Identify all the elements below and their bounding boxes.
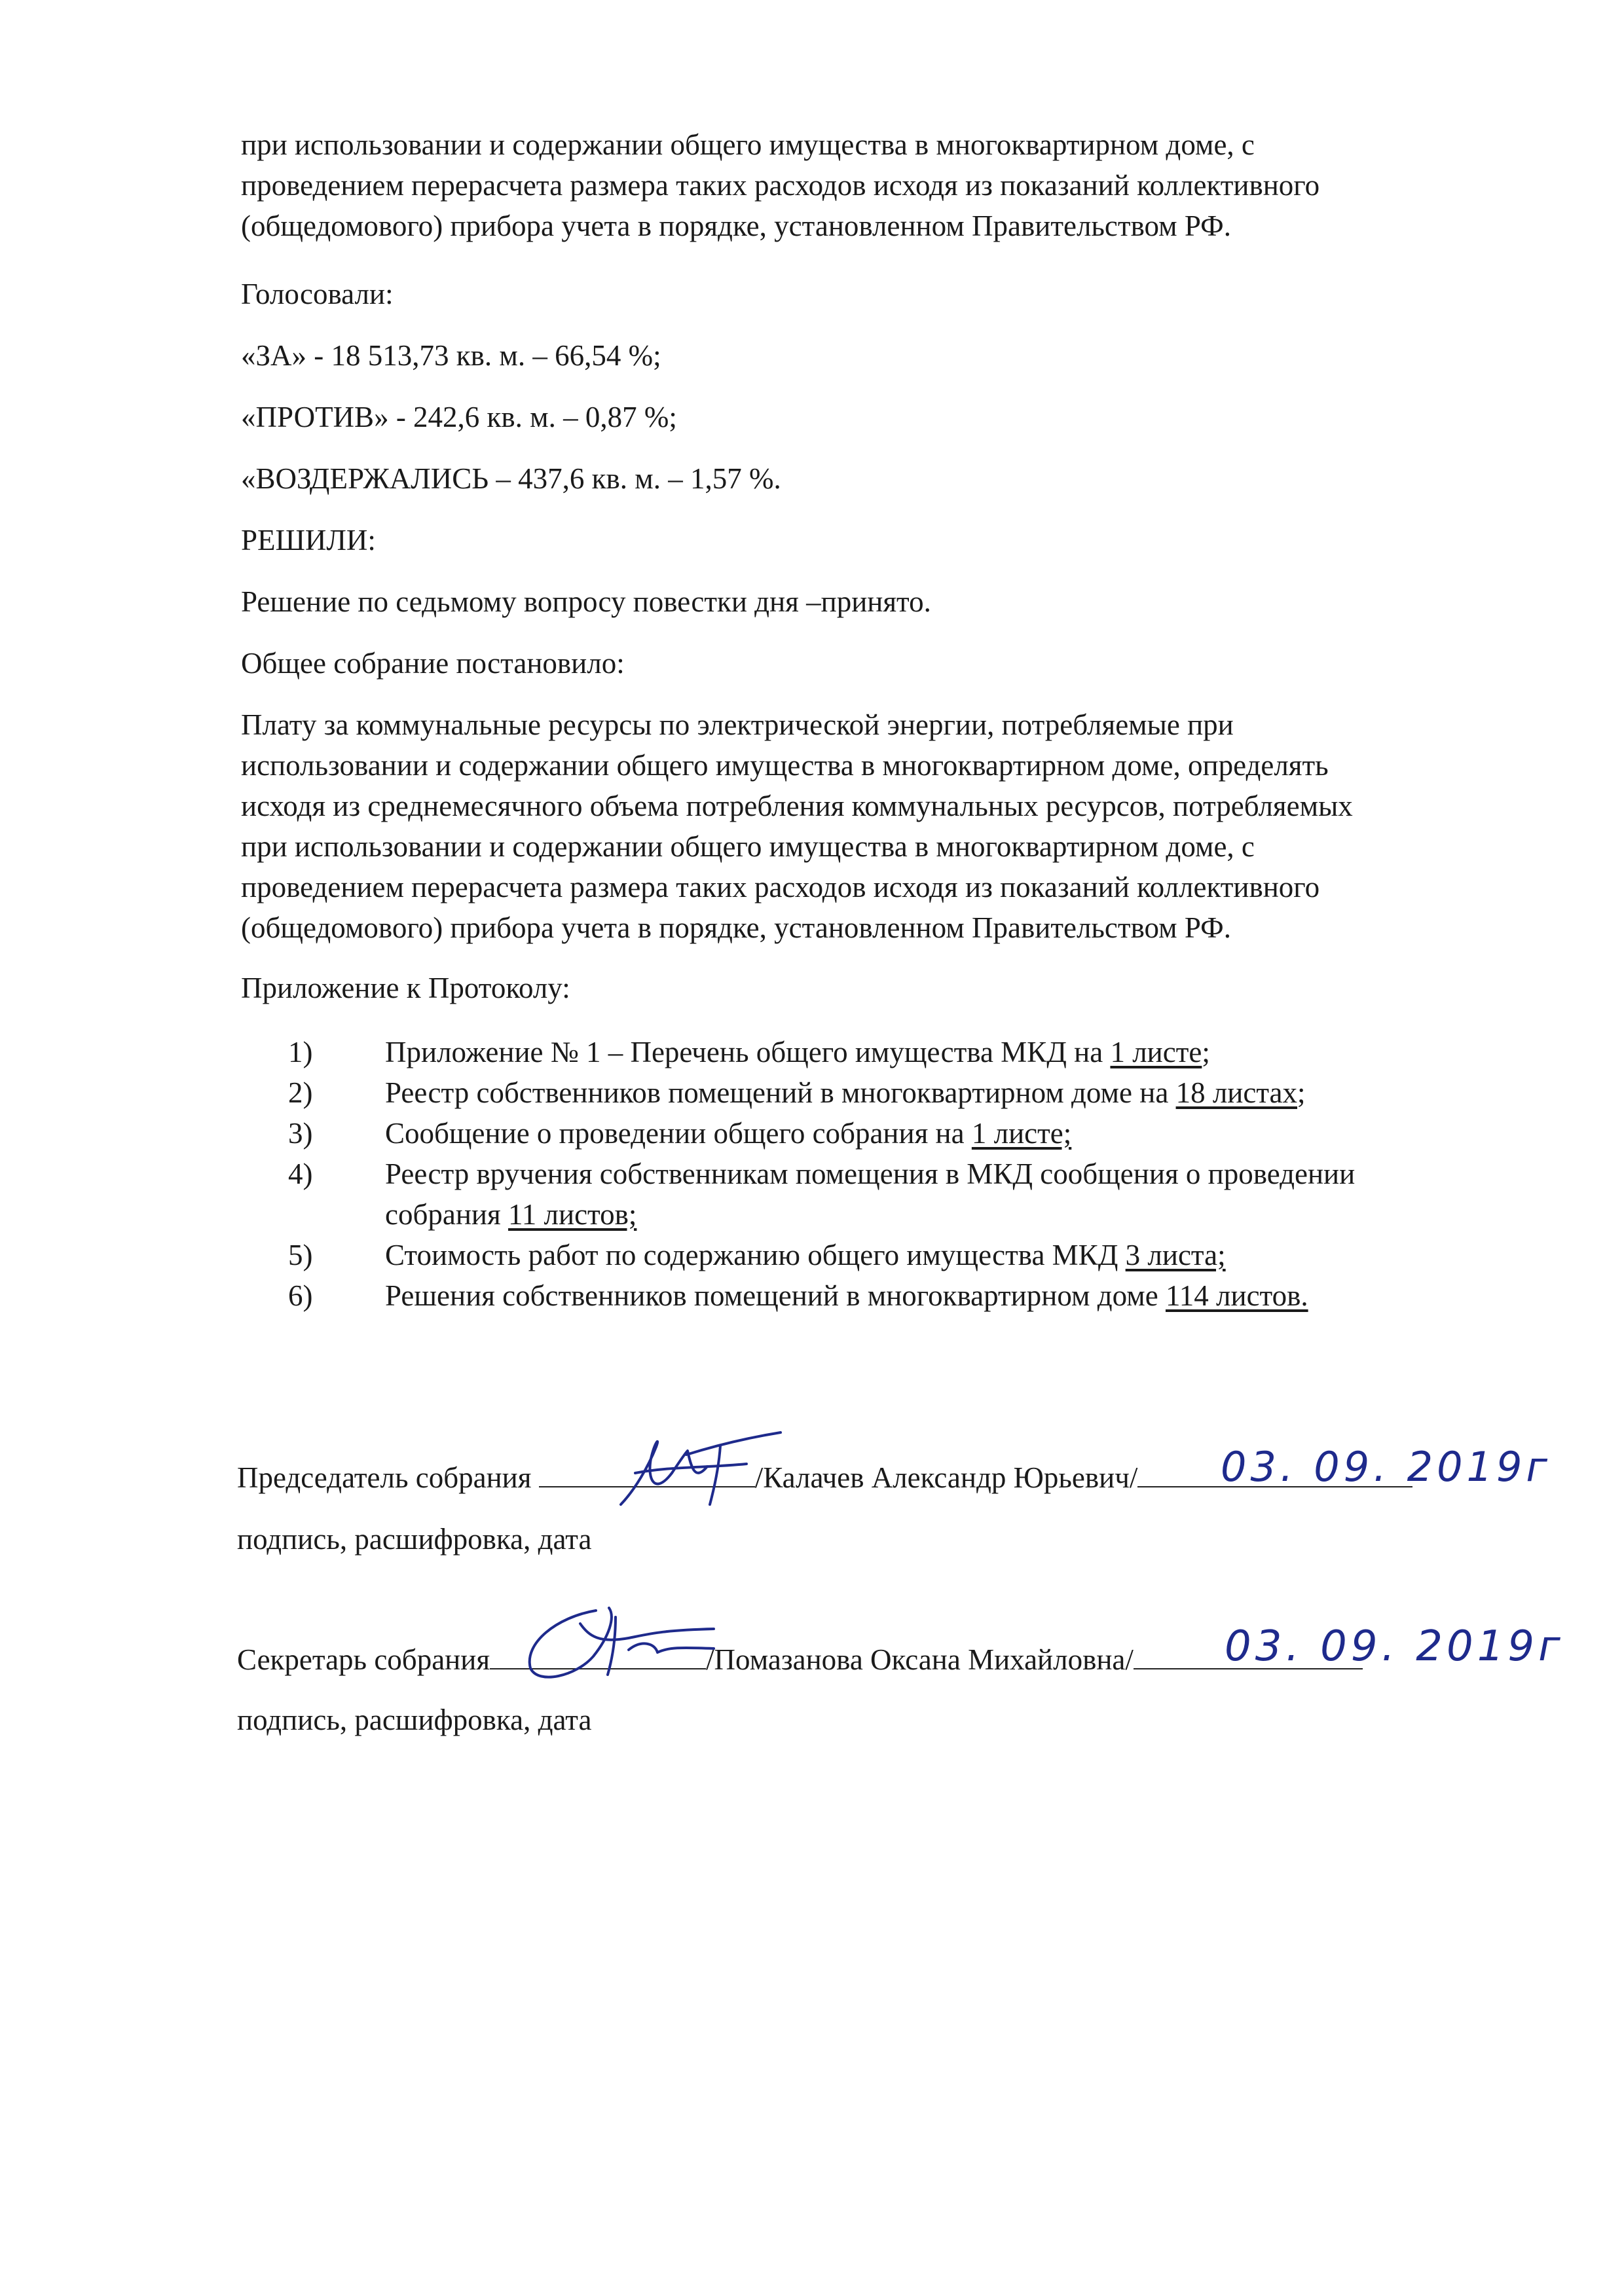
secretary-handwritten-signature bbox=[517, 1597, 733, 1689]
secretary-label: Секретарь собрания bbox=[237, 1643, 490, 1676]
list-text: Реестр вручения собственникам помещения в МКД сообщения о проведении bbox=[385, 1157, 1356, 1190]
text-line: использовании и содержании общего имущества в многоквартирном доме, определять bbox=[241, 749, 1329, 782]
text-line: проведением перерасчета размера таких расходов исходя из показаний коллективного bbox=[241, 169, 1320, 202]
voted-label: Голосовали: bbox=[241, 278, 394, 310]
text-line: при использовании и содержании общего имущества в многоквартирном доме, с bbox=[241, 128, 1255, 161]
text-line: проведением перерасчета размера таких расходов исходя из показаний коллективного bbox=[241, 871, 1320, 903]
chairman-caption: подпись, расшифровка, дата bbox=[237, 1523, 592, 1556]
list-item bbox=[241, 1275, 1524, 1316]
list-text: Реестр собственников помещений в многоквартирном доме на bbox=[385, 1076, 1176, 1109]
list-tail: ; bbox=[1202, 1036, 1210, 1068]
list-number: 6) bbox=[288, 1279, 313, 1312]
list-sheet-count: 11 листов; bbox=[507, 1198, 637, 1231]
list-number: 4) bbox=[288, 1157, 313, 1190]
list-item bbox=[241, 1235, 1524, 1275]
text-line: (общедомового) прибора учета в порядке, установленном Правительством РФ. bbox=[241, 911, 1231, 944]
chairman-label: Председатель собрания bbox=[237, 1461, 532, 1494]
appendix-list bbox=[241, 1032, 1524, 1316]
list-sheet-count: 1 листе; bbox=[971, 1117, 1072, 1150]
list-item bbox=[241, 1072, 1524, 1113]
list-number: 1) bbox=[288, 1036, 313, 1068]
decision-text: Решение по седьмому вопросу повестки дня –принято. bbox=[241, 585, 931, 618]
chairman-handwritten-date bbox=[1218, 1438, 1551, 1497]
list-number: 5) bbox=[288, 1239, 313, 1271]
secretary-caption: подпись, расшифровка, дата bbox=[237, 1704, 592, 1736]
list-item bbox=[241, 1032, 1524, 1072]
list-text: Приложение № 1 – Перечень общего имущества МКД на bbox=[385, 1036, 1111, 1068]
list-number: 2) bbox=[288, 1076, 313, 1109]
list-sheet-count: 1 листе bbox=[1110, 1036, 1202, 1068]
secretary-name: /Помазанова Оксана Михайловна/ bbox=[706, 1643, 1134, 1676]
chairman-handwritten-signature bbox=[609, 1427, 805, 1519]
chairman-name: /Калачев Александр Юрьевич/ bbox=[754, 1461, 1138, 1494]
vote-against: «ПРОТИВ» - 242,6 кв. м. – 0,87 %; bbox=[241, 401, 677, 433]
list-sheet-count: 18 листах bbox=[1175, 1076, 1298, 1109]
text-line: при использовании и содержании общего имущества в многоквартирном доме, с bbox=[241, 830, 1255, 863]
text-line: (общедомового) прибора учета в порядке, установленном Правительством РФ. bbox=[241, 210, 1231, 242]
date-text: 03. 09. 2019г bbox=[1225, 1622, 1564, 1671]
list-sheet-count: 3 листа; bbox=[1125, 1239, 1226, 1271]
list-item bbox=[241, 1154, 1524, 1235]
list-text: Решения собственников помещений в многоквартирном доме bbox=[385, 1279, 1166, 1312]
list-text: Сообщение о проведении общего собрания на bbox=[385, 1117, 972, 1150]
secretary-signature-row bbox=[237, 1639, 1363, 1680]
text-line: Плату за коммунальные ресурсы по электрической энергии, потребляемые при bbox=[241, 708, 1234, 741]
list-tail: ; bbox=[1297, 1076, 1306, 1109]
list-number: 3) bbox=[288, 1117, 313, 1150]
list-sheet-count: 114 листов. bbox=[1165, 1279, 1308, 1312]
vote-abstain: «ВОЗДЕРЖАЛИСЬ – 437,6 кв. м. – 1,57 %. bbox=[241, 462, 781, 495]
list-text: Стоимость работ по содержанию общего имущества МКД bbox=[385, 1239, 1126, 1271]
list-item bbox=[241, 1113, 1524, 1154]
decided-label: РЕШИЛИ: bbox=[241, 524, 376, 556]
list-text: собрания bbox=[385, 1198, 508, 1231]
appendix-label: Приложение к Протоколу: bbox=[241, 972, 570, 1004]
date-text: 03. 09. 2019г bbox=[1221, 1443, 1551, 1491]
vote-for: «ЗА» - 18 513,73 кв. м. – 66,54 %; bbox=[241, 339, 661, 372]
secretary-handwritten-date bbox=[1222, 1617, 1564, 1676]
resolved-label: Общее собрание постановило: bbox=[241, 647, 625, 680]
text-line: исходя из среднемесячного объема потребления коммунальных ресурсов, потребляемых bbox=[241, 790, 1353, 822]
